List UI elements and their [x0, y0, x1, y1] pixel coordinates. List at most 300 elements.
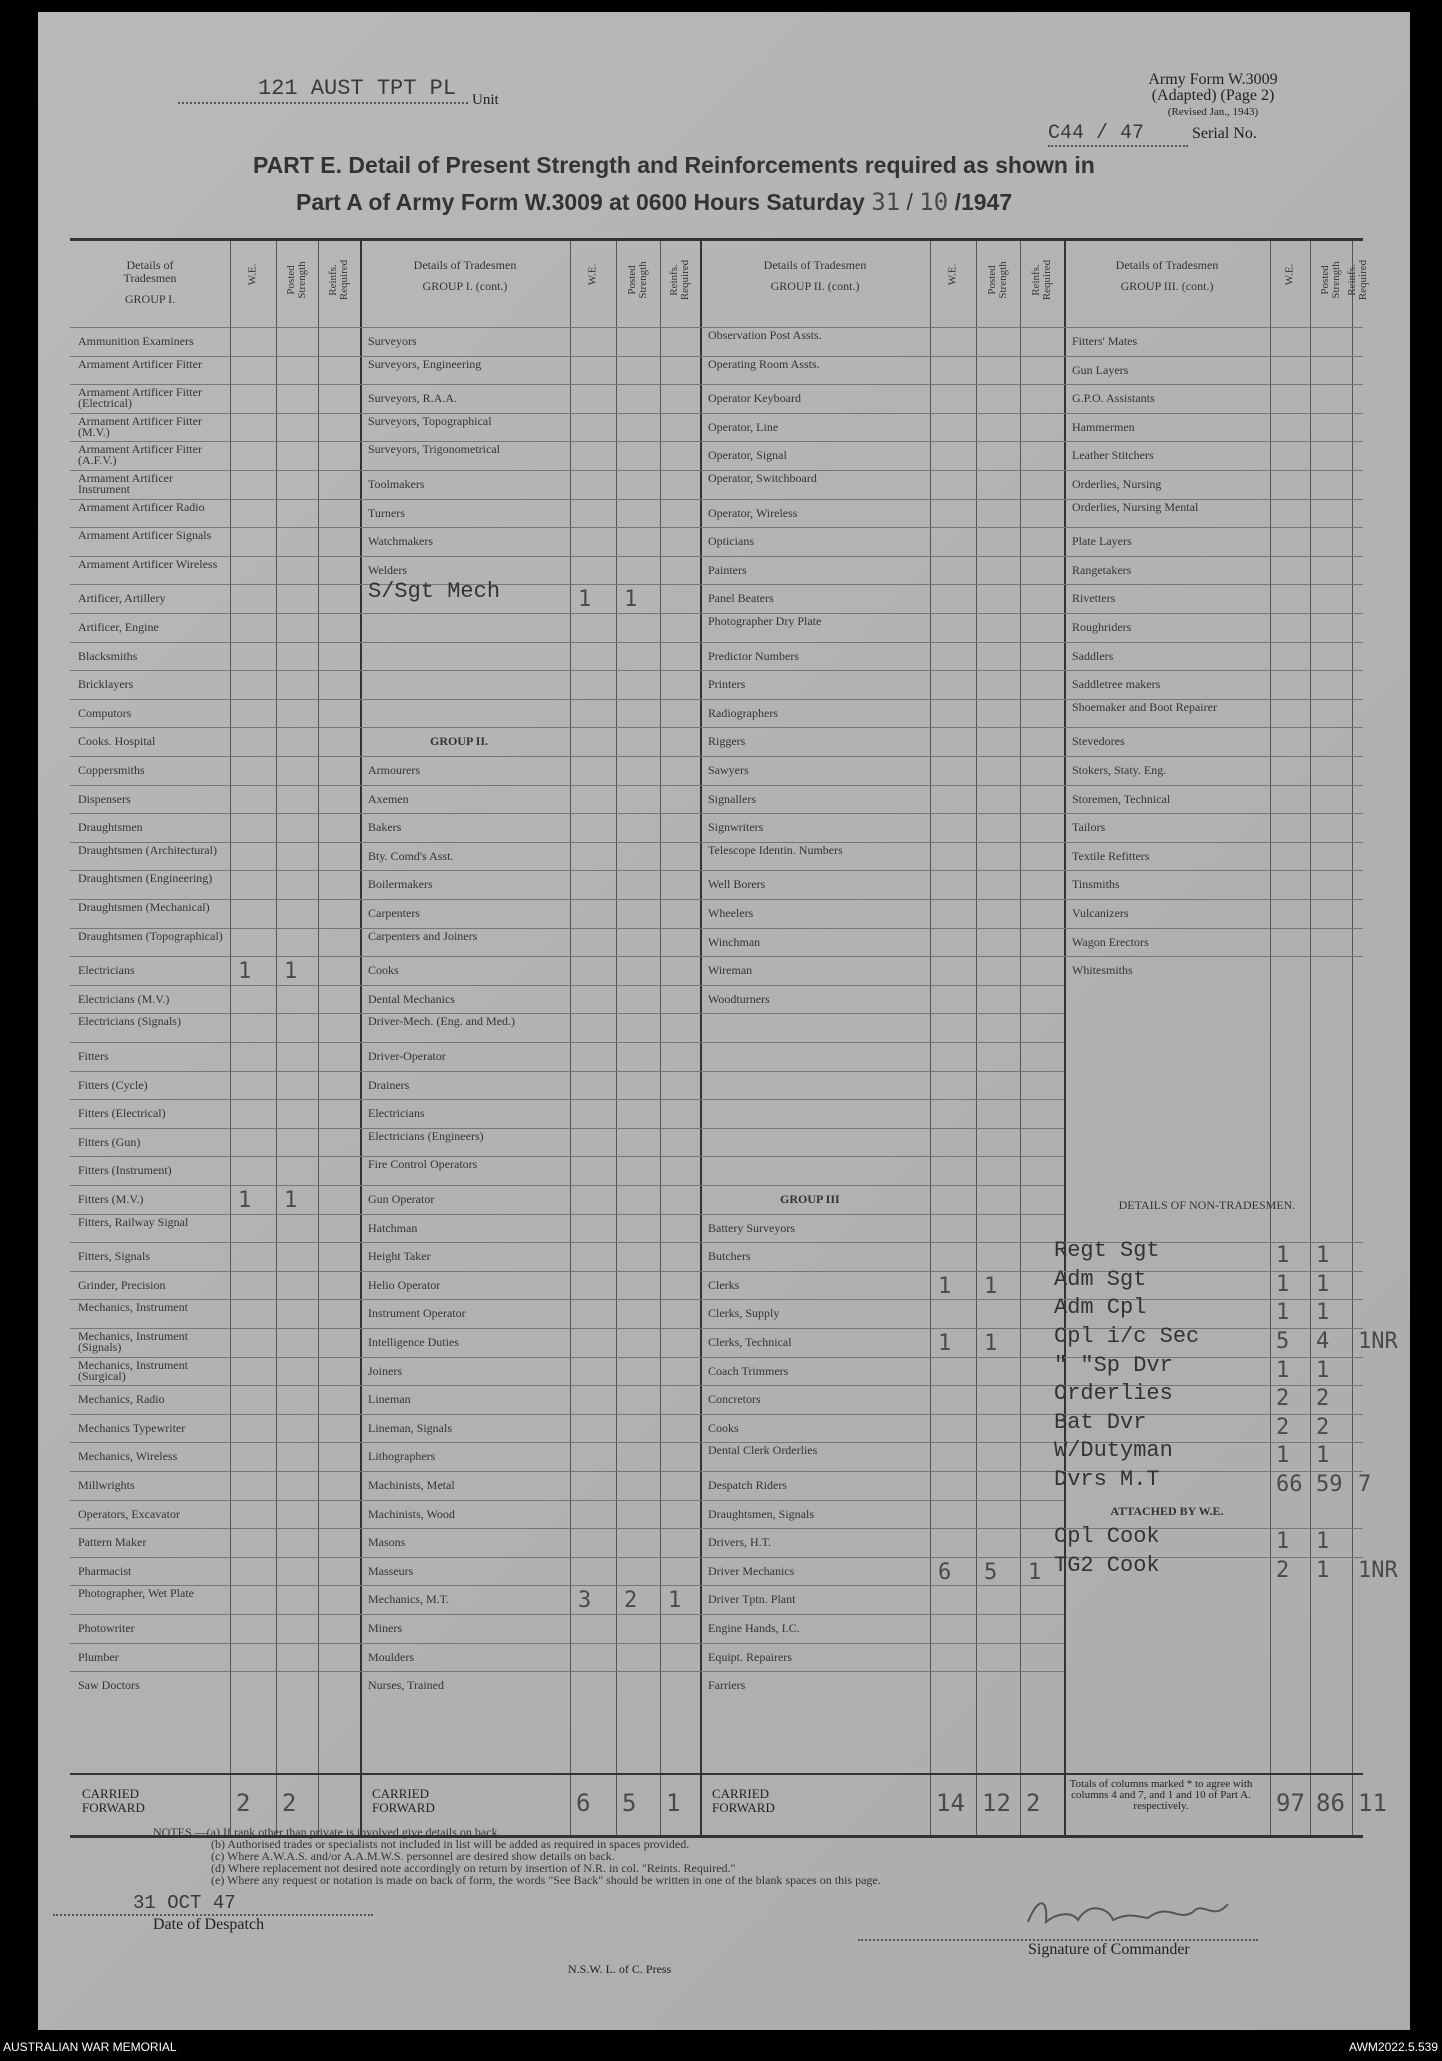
- trade-label: Operator Keyboard: [708, 391, 801, 406]
- value-ps: 1: [1316, 1300, 1330, 1326]
- table-row: [700, 499, 1064, 528]
- table-row: [360, 727, 700, 756]
- trade-label: Despatch Riders: [708, 1478, 787, 1492]
- table-row: [70, 1185, 360, 1214]
- trade-label: Fitters' Mates: [1072, 334, 1138, 348]
- notes-block: [153, 1826, 881, 1886]
- header-group-text: GROUP II. (cont.): [770, 279, 860, 293]
- title-line2-text: Part A of Army Form W.3009 at 0600 Hours Saturday: [296, 189, 865, 215]
- value-ps: 4: [1316, 1329, 1330, 1354]
- trade-label: Well Borers: [708, 877, 766, 892]
- table-row: [70, 613, 360, 642]
- table-row: [70, 699, 360, 728]
- column-header-reinfs: Reinfs. Required: [1345, 259, 1369, 301]
- trade-label: Draughtsmen (Mechanical): [78, 900, 210, 914]
- strength-table: [70, 238, 1398, 1838]
- note-line: NOTES.—(a) If rank other than private is involved give details on back.: [153, 1825, 501, 1839]
- table-row: [70, 413, 360, 442]
- table-row: [700, 1013, 1064, 1042]
- trade-label: Stokers, Staty. Eng.: [1072, 763, 1167, 777]
- header-group-text: GROUP I. (cont.): [422, 279, 508, 293]
- table-row: [700, 1242, 1064, 1271]
- table-row: [700, 1185, 1064, 1214]
- date-month: 10: [919, 188, 949, 216]
- table-row: [360, 785, 700, 814]
- trade-label: Mechanics Typewriter: [78, 1420, 186, 1435]
- trade-label: Joiners: [368, 1363, 402, 1378]
- table-row: [700, 985, 1064, 1014]
- table-row: [70, 470, 360, 499]
- table-row: [700, 642, 1064, 671]
- table-row: [360, 1528, 700, 1557]
- trade-label: Lineman, Signals: [368, 1420, 452, 1435]
- trade-label: Observation Post Assts.: [708, 328, 822, 342]
- trade-label: Sawyers: [708, 763, 749, 777]
- table-row: [700, 1528, 1064, 1557]
- column-header-details: [360, 259, 570, 293]
- trade-label: Driver-Mech. (Eng. and Med.): [368, 1014, 516, 1029]
- attached-heading: ATTACHED BY W.E.: [1110, 1504, 1224, 1519]
- trade-label: Opticians: [708, 534, 754, 549]
- trade-label: Riggers: [708, 734, 746, 749]
- column-header-posted: Posted Strength: [986, 261, 1009, 299]
- table-row: [360, 579, 700, 613]
- trade-label: Dental Mechanics: [368, 991, 455, 1006]
- table-row: [1064, 413, 1363, 442]
- trade-label: Surveyors, Trigonometrical: [368, 442, 500, 457]
- trade-label: Artificer, Engine: [78, 620, 159, 634]
- despatch-label: Date of Despatch: [153, 1916, 265, 1933]
- trade-label: Engine Hands, I.C.: [708, 1621, 800, 1635]
- table-row: [360, 356, 700, 385]
- table-row: [1064, 928, 1363, 957]
- table-row: [1064, 613, 1363, 642]
- value-we: 1: [238, 959, 252, 985]
- table-row: [70, 1528, 360, 1557]
- trade-label: Roughriders: [1072, 620, 1132, 634]
- carried-value-ps: 86: [1316, 1789, 1345, 1817]
- trade-label: Carpenters and Joiners: [368, 928, 478, 943]
- value-ps: 59: [1316, 1472, 1343, 1497]
- trade-label: Orderlies, Nursing Mental: [1072, 499, 1199, 514]
- value-rr: 1NR: [1358, 1557, 1398, 1583]
- trade-label: Fire Control Operators: [368, 1157, 478, 1172]
- trade-label: Armourers: [368, 763, 420, 777]
- table-row: [1064, 470, 1363, 499]
- header-details-text: Details of Tradesmen: [763, 258, 867, 272]
- table-row: [700, 1071, 1064, 1100]
- table-row: [700, 1099, 1064, 1128]
- trade-label: Draughtsmen (Engineering): [78, 871, 213, 886]
- table-row: [360, 1242, 700, 1271]
- trade-label: Driver-Operator: [368, 1049, 446, 1063]
- table-row: [360, 384, 700, 413]
- table-row: [70, 813, 360, 842]
- value-we: 1: [938, 1273, 952, 1299]
- carried-value-rr: 2: [1026, 1789, 1041, 1817]
- value-we: 2: [1276, 1557, 1290, 1583]
- table-row: [700, 699, 1064, 728]
- table-row: [700, 727, 1064, 756]
- table-row: [700, 1357, 1064, 1386]
- table-row: [70, 870, 360, 899]
- trade-label: GROUP II.: [430, 734, 489, 749]
- non-tradesman-label: Bat Dvr: [1054, 1409, 1147, 1435]
- table-row: [1064, 899, 1363, 928]
- table-row: [70, 1500, 360, 1529]
- table-row: [70, 1042, 360, 1071]
- table-row: [700, 1442, 1064, 1471]
- serial-line: [1048, 122, 1257, 147]
- non-tradesman-row: [1054, 1467, 1372, 1500]
- table-row: [360, 1414, 700, 1443]
- trade-label: Battery Surveyors: [708, 1220, 795, 1235]
- table-row: [70, 527, 360, 556]
- table-row: [70, 1242, 360, 1271]
- trade-label: Operator, Line: [708, 419, 779, 434]
- table-row: [70, 384, 360, 413]
- trade-label: Signallers: [708, 791, 756, 806]
- trade-label: Draughtsmen, Signals: [708, 1506, 814, 1521]
- non-tradesmen-heading: DETAILS OF NON-TRADESMEN.: [1118, 1198, 1296, 1213]
- trade-label: Mechanics, Instrument (Surgical): [78, 1357, 188, 1383]
- trade-label: Farriers: [708, 1678, 746, 1693]
- trade-label: Surveyors, Engineering: [368, 356, 482, 371]
- table-row: [360, 1671, 700, 1700]
- value-ps: 1: [984, 1331, 998, 1356]
- trade-label: Armament Artificer Radio: [78, 499, 205, 514]
- trade-label: Machinists, Wood: [368, 1506, 455, 1521]
- table-row: [700, 1328, 1064, 1357]
- trade-label: Signwriters: [708, 820, 764, 835]
- unit-line: [178, 76, 499, 109]
- table-row: [360, 1099, 700, 1128]
- table-row: [360, 899, 700, 928]
- value-ps: 1: [984, 1273, 998, 1299]
- trade-label: Driver Mechanics: [708, 1563, 795, 1578]
- value-ps: 2: [624, 1588, 638, 1614]
- table-row: [70, 1156, 360, 1185]
- table-row: [360, 1271, 700, 1300]
- header-details-text: Details of Tradesmen: [123, 258, 177, 285]
- trade-label: Hammermen: [1072, 419, 1135, 434]
- table-row: [700, 441, 1064, 470]
- table-row: [360, 928, 700, 957]
- trade-label: Plate Layers: [1072, 534, 1132, 549]
- value-ps: 5: [984, 1559, 998, 1585]
- carried-value-we: 14: [936, 1789, 965, 1817]
- table-row: [70, 1013, 360, 1042]
- table-row: [70, 1271, 360, 1300]
- trade-label: Rangetakers: [1072, 562, 1132, 577]
- table-row: [1064, 499, 1363, 528]
- table-row: [70, 756, 360, 785]
- trade-label: Wireman: [708, 963, 753, 978]
- table-row: [700, 928, 1064, 957]
- trade-label: Storemen, Technical: [1072, 791, 1171, 806]
- signature-block: [858, 1892, 1258, 1959]
- table-row: [70, 1357, 360, 1386]
- table-row: [70, 1071, 360, 1100]
- trade-label: Bakers: [368, 820, 402, 835]
- non-tradesman-label: Adm Cpl: [1054, 1295, 1147, 1321]
- trade-label: Welders: [368, 562, 408, 577]
- trade-label: Predictor Numbers: [708, 648, 799, 663]
- trade-label: Pattern Maker: [78, 1535, 147, 1550]
- table-row: [700, 956, 1064, 985]
- trade-label: Bricklayers: [78, 677, 134, 692]
- trade-label: Leather Stitchers: [1072, 448, 1154, 463]
- trade-label: Fitters (Electrical): [78, 1106, 166, 1121]
- value-ps: 1: [1316, 1243, 1330, 1269]
- trade-label: Wagon Erectors: [1072, 934, 1149, 949]
- trade-label: Moulders: [368, 1649, 414, 1664]
- table-row: [360, 1071, 700, 1100]
- value-ps: 1: [1316, 1271, 1330, 1297]
- table-row: [1064, 670, 1363, 699]
- table-row: [360, 327, 700, 356]
- trade-label: Wheelers: [708, 906, 754, 920]
- trade-label: Mechanics, Instrument (Signals): [78, 1329, 188, 1354]
- table-row: [360, 870, 700, 899]
- carried-divider: [70, 1773, 1363, 1775]
- table-row: [700, 756, 1064, 785]
- form-adapted: (Adapted) (Page 2): [1151, 87, 1275, 104]
- table-row: [700, 1385, 1064, 1414]
- table-row: [360, 527, 700, 556]
- trade-label: Masons: [368, 1535, 406, 1550]
- trade-label: Saw Doctors: [78, 1678, 140, 1693]
- trade-label: Cooks: [708, 1420, 739, 1435]
- trade-label: Tailors: [1072, 820, 1106, 835]
- table-row: [70, 1442, 360, 1471]
- trade-label: Mechanics, Wireless: [78, 1449, 178, 1464]
- table-row: [700, 870, 1064, 899]
- table-row: [1064, 584, 1363, 613]
- trade-label: Armament Artificer Fitter: [78, 356, 202, 371]
- table-row: [70, 556, 360, 585]
- table-row: [700, 899, 1064, 928]
- trade-label: Mechanics, M.T.: [368, 1592, 450, 1607]
- table-row: [70, 1585, 360, 1614]
- trade-label: Fitters (Gun): [78, 1134, 141, 1149]
- value-we: 1: [1276, 1357, 1290, 1383]
- trade-label: Surveyors, R.A.A.: [368, 391, 457, 406]
- value-we: 1: [578, 587, 592, 613]
- table-row: [360, 1042, 700, 1071]
- trade-label: Coppersmiths: [78, 763, 145, 777]
- trade-label: Millwrights: [78, 1478, 135, 1492]
- table-row: [700, 556, 1064, 585]
- trade-label: Coach Trimmers: [708, 1363, 789, 1378]
- table-row: [700, 1271, 1064, 1300]
- page-title-line1: PART E. Detail of Present Strength and Reinforcements required as shown in: [253, 152, 1095, 178]
- trade-label: Pharmacist: [78, 1563, 132, 1578]
- table-row: [70, 956, 360, 985]
- trade-label: Helio Operator: [368, 1277, 441, 1292]
- trade-label: Electricians: [368, 1106, 425, 1121]
- table-row: [360, 756, 700, 785]
- trade-label: Stevedores: [1072, 734, 1125, 749]
- table-row: [700, 1042, 1064, 1071]
- trade-label: Watchmakers: [368, 534, 434, 549]
- table-row: [700, 1214, 1064, 1243]
- value-we: 3: [578, 1588, 592, 1614]
- table-row: [700, 470, 1064, 499]
- table-row: [360, 985, 700, 1014]
- non-tradesman-row: [1054, 1552, 1398, 1586]
- table-row: [700, 1128, 1064, 1157]
- value-ps: 1: [1316, 1357, 1330, 1383]
- trade-label: Vulcanizers: [1072, 906, 1129, 920]
- trade-label: Fitters (Cycle): [78, 1077, 148, 1092]
- table-row: [70, 499, 360, 528]
- trade-label: Height Taker: [368, 1249, 431, 1264]
- value-we: 1: [1276, 1529, 1290, 1555]
- table-row: [360, 699, 700, 728]
- table-row: [70, 785, 360, 814]
- carried-value-we: 2: [236, 1789, 251, 1817]
- trade-label: Photographer, Wet Plate: [78, 1586, 194, 1601]
- trade-label: Ammunition Examiners: [78, 334, 194, 348]
- table-row: [70, 1099, 360, 1128]
- table-row: [70, 327, 360, 356]
- trade-label: S/Sgt Mech: [368, 579, 501, 605]
- trade-label: Armament Artificer Instrument: [78, 471, 173, 496]
- table-row: [70, 1471, 360, 1500]
- value-we: 1: [1276, 1243, 1290, 1269]
- trade-label: Boilermakers: [368, 877, 433, 892]
- trade-label: Butchers: [708, 1249, 751, 1264]
- table-row: [700, 1471, 1064, 1500]
- table-row: [70, 584, 360, 613]
- trade-label: Drivers, H.T.: [708, 1535, 772, 1550]
- non-tradesman-label: TG2 Cook: [1054, 1552, 1160, 1578]
- table-row: [360, 1185, 700, 1214]
- trade-label: Clerks, Technical: [708, 1335, 792, 1349]
- table-row: [1064, 642, 1363, 671]
- trade-label: Concretors: [708, 1392, 761, 1407]
- table-row: [700, 1671, 1064, 1700]
- trade-label: Surveyors: [368, 334, 417, 348]
- value-ps: 1: [1316, 1557, 1330, 1583]
- trade-label: Equipt. Repairers: [708, 1649, 792, 1664]
- note-line: (e) Where any request or notation is made on back of form, the words "See Back" should be written in one of the blank spaces on this page.: [211, 1873, 881, 1887]
- trade-label: Printers: [708, 677, 746, 692]
- value-we: 1: [1276, 1300, 1290, 1326]
- header-group-text: GROUP III. (cont.): [1120, 279, 1214, 293]
- trade-label: Turners: [368, 505, 405, 520]
- table-row: [700, 1557, 1064, 1586]
- trade-label: Surveyors, Topographical: [368, 413, 492, 428]
- trade-label: Electricians (Signals): [78, 1014, 181, 1029]
- trade-label: Winchman: [708, 934, 761, 949]
- date-sep: /: [906, 189, 920, 215]
- column-header-posted: Posted Strength: [285, 261, 308, 299]
- unit-label: Unit: [472, 92, 499, 108]
- table-row: [700, 1614, 1064, 1643]
- table-row: [700, 1414, 1064, 1443]
- table-row: [1064, 384, 1363, 413]
- carried-value-we: 97: [1276, 1789, 1305, 1817]
- table-row: [360, 441, 700, 470]
- table-row: [70, 1385, 360, 1414]
- trade-label: Operator, Switchboard: [708, 471, 817, 485]
- serial-label: Serial No.: [1192, 125, 1257, 142]
- column-header-reinfs: Reinfs. Required: [1030, 259, 1053, 301]
- trade-label: Fitters (M.V.): [78, 1192, 144, 1206]
- table-row: [70, 1299, 360, 1328]
- non-tradesman-label: Regt Sgt: [1054, 1238, 1160, 1264]
- non-tradesman-label: W/Dutyman: [1054, 1438, 1173, 1464]
- trade-label: Cooks: [368, 963, 399, 978]
- trade-label: Electricians (Engineers): [368, 1128, 484, 1143]
- table-row: [360, 1442, 700, 1471]
- table-row: [360, 1013, 700, 1042]
- form-page: [38, 12, 1410, 2030]
- value-ps: 1: [1316, 1443, 1330, 1469]
- value-rr: 1: [1028, 1559, 1042, 1585]
- table-row: [700, 842, 1064, 871]
- trade-label: Armament Artificer Wireless: [78, 556, 218, 571]
- trade-label: Armament Artificer Fitter (Electrical): [78, 385, 202, 411]
- trade-label: Hatchman: [368, 1220, 418, 1235]
- trade-label: Gun Layers: [1072, 362, 1129, 377]
- table-row: [70, 1214, 360, 1243]
- form-name: Army Form W.3009: [1148, 71, 1278, 88]
- trade-label: Fitters, Railway Signal: [78, 1214, 189, 1229]
- trade-label: Computors: [78, 705, 132, 720]
- signature-label: Signature of Commander: [1028, 1941, 1190, 1958]
- trade-label: Shoemaker and Boot Repairer: [1072, 699, 1217, 714]
- trade-label: Toolmakers: [368, 477, 425, 491]
- table-row: [360, 499, 700, 528]
- table-row: [360, 1128, 700, 1157]
- value-rr: 1: [668, 1588, 682, 1614]
- trade-label: Bty. Comd's Asst.: [368, 848, 454, 863]
- table-row: [70, 356, 360, 385]
- column-header-posted: Posted Strength: [626, 261, 649, 299]
- table-row: [1064, 756, 1363, 785]
- table-row: [70, 985, 360, 1014]
- column-header-details: [1064, 259, 1270, 293]
- despatch-date: 31 OCT 47: [53, 1892, 373, 1916]
- trade-label: Panel Beaters: [708, 591, 774, 606]
- value-ps: 1: [624, 587, 638, 613]
- value-we: 66: [1276, 1472, 1303, 1497]
- footer-left: AUSTRALIAN WAR MEMORIAL: [3, 2040, 177, 2054]
- trade-label: Clerks, Supply: [708, 1306, 780, 1321]
- header-group-text: GROUP I.: [124, 292, 176, 306]
- value-we: 1: [238, 1188, 252, 1213]
- table-row: [360, 413, 700, 442]
- trade-label: Photowriter: [78, 1621, 135, 1635]
- carried-forward-label: CARRIED FORWARD: [712, 1786, 775, 1815]
- table-row: [1064, 813, 1363, 842]
- table-row: [700, 1643, 1064, 1672]
- trade-label: Artificer, Artillery: [78, 591, 166, 606]
- trade-label: Blacksmiths: [78, 648, 138, 663]
- table-row: [700, 1156, 1064, 1185]
- table-row: [1064, 699, 1363, 728]
- note-line: (b) Authorised trades or specialists not included in list will be added as required in spaces provided.: [211, 1837, 690, 1851]
- trade-label: Electricians (M.V.): [78, 991, 170, 1006]
- header-details-text: Details of Tradesmen: [413, 258, 517, 272]
- date-day: 31: [871, 188, 901, 216]
- table-row: [1064, 870, 1363, 899]
- trade-label: Drainers: [368, 1077, 410, 1092]
- signature-scrawl: [1018, 1892, 1248, 1932]
